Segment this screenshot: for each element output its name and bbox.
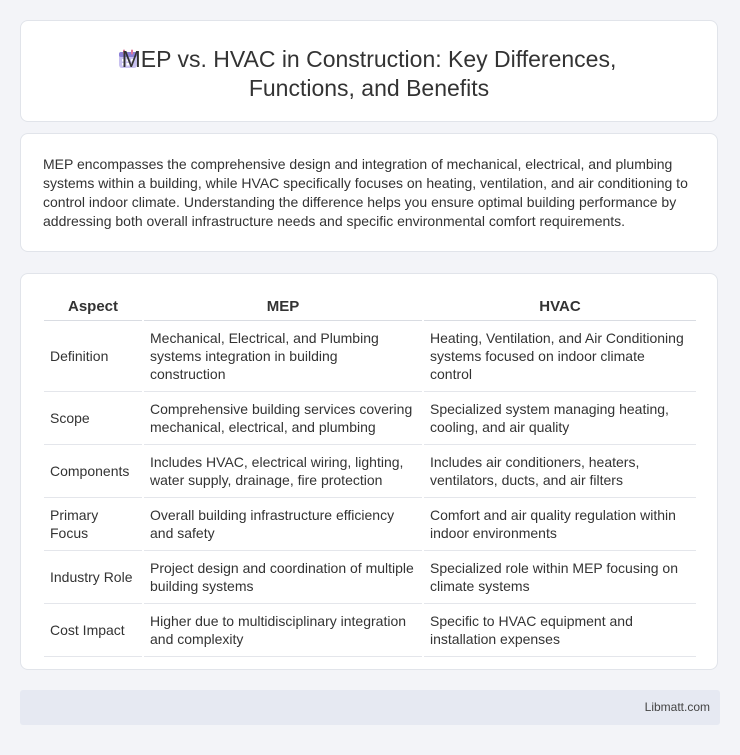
cell-aspect: Primary Focus (44, 498, 142, 551)
footer-bar (20, 690, 720, 725)
comparison-table (42, 294, 698, 657)
page-title (21, 45, 717, 103)
header-mep: MEP (144, 294, 422, 321)
cell-mep: Mechanical, Electrical, and Plumbing systems integration in building construction (144, 321, 422, 392)
table-header-row (44, 294, 696, 321)
cell-mep: Overall building infrastructure efficiency and safety (144, 498, 422, 551)
comparison-card (20, 273, 718, 670)
cell-hvac: Heating, Ventilation, and Air Conditioning systems focused on indoor climate control (424, 321, 696, 392)
cell-mep: Includes HVAC, electrical wiring, lighting, water supply, drainage, fire protection (144, 445, 422, 498)
cell-aspect: Industry Role (44, 551, 142, 604)
cell-hvac: Includes air conditioners, heaters, ventilators, ducts, and air filters (424, 445, 696, 498)
cell-hvac: Specialized system managing heating, cooling, and air quality (424, 392, 696, 445)
page-title-line-1: MEP vs. HVAC in Construction: Key Differences, (121, 46, 617, 72)
cell-aspect: Cost Impact (44, 604, 142, 657)
table-row (44, 321, 696, 392)
cell-aspect: Definition (44, 321, 142, 392)
page-title-line-2: Functions, and Benefits (248, 75, 490, 101)
intro-card (20, 133, 718, 252)
cell-hvac: Specialized role within MEP focusing on climate systems (424, 551, 696, 604)
cell-mep: Comprehensive building services covering mechanical, electrical, and plumbing (144, 392, 422, 445)
cell-hvac: Comfort and air quality regulation within indoor environments (424, 498, 696, 551)
table-row (44, 498, 696, 551)
header-hvac: HVAC (424, 294, 696, 321)
intro-paragraph: MEP encompasses the comprehensive design and integration of mechanical, electrical, and plumbing systems within a building, while HVAC specifically focuses on heating, ventilation, and air conditioning to control indoor climate. Understanding the difference helps you ensure optimal building performance by addressing both overall infrastructure needs and specific environmental comfort requirements. (43, 156, 688, 229)
cell-hvac: Specific to HVAC equipment and installation expenses (424, 604, 696, 657)
cell-aspect: Scope (44, 392, 142, 445)
table-row (44, 445, 696, 498)
table-row (44, 392, 696, 445)
footer-site-link[interactable]: Libmatt.com (644, 700, 710, 714)
cell-mep: Project design and coordination of multiple building systems (144, 551, 422, 604)
cell-aspect: Components (44, 445, 142, 498)
title-card (20, 20, 718, 122)
header-aspect: Aspect (44, 294, 142, 321)
table-row (44, 551, 696, 604)
table-row (44, 604, 696, 657)
cell-mep: Higher due to multidisciplinary integration and complexity (144, 604, 422, 657)
